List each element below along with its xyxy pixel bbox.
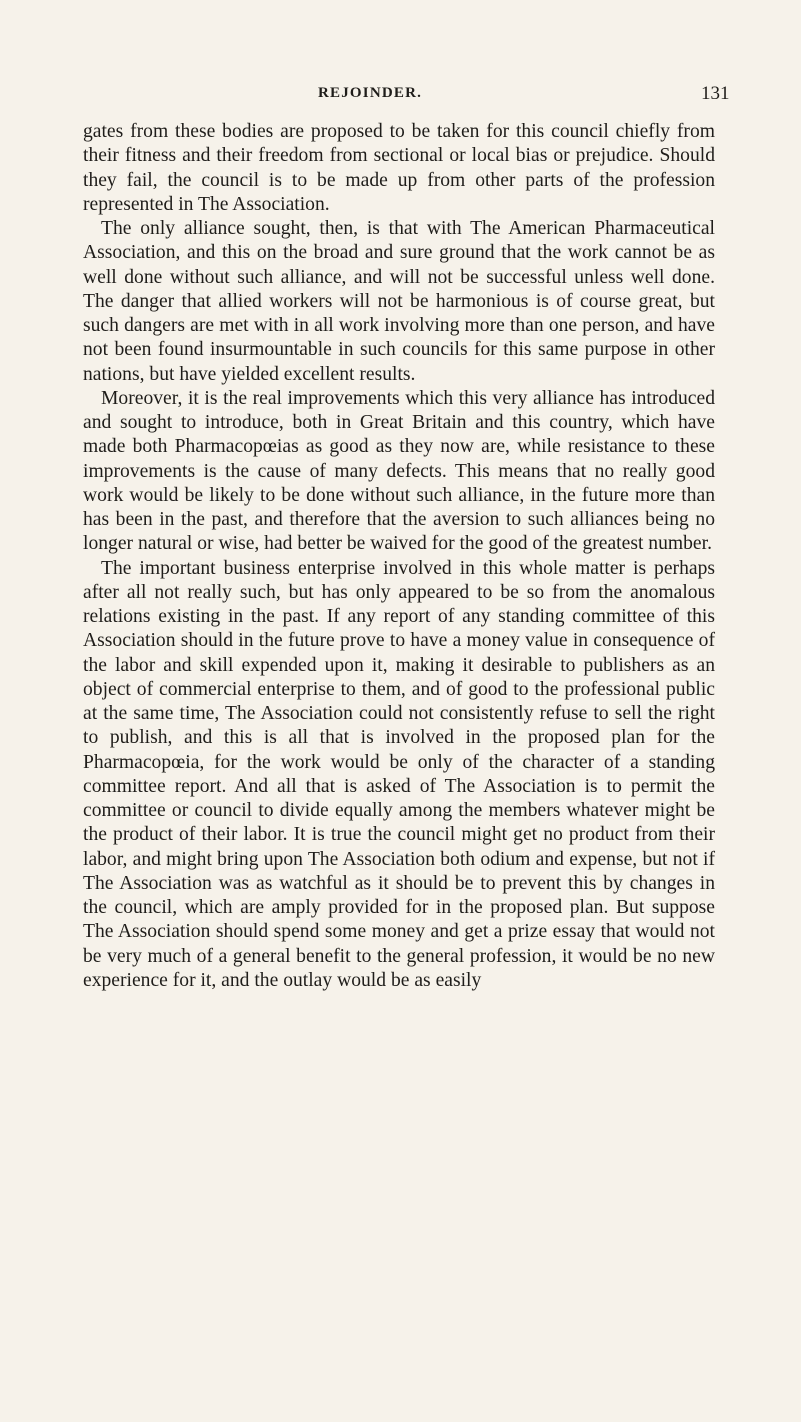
- paragraph-improvements: Moreover, it is the real improvements which this very alliance has introduced and sought to introduce, both in Great Britain and this country, which have made both Pharmacopœias as good as they now are, while resistance to these improvements is the cause of many defects. This means that no really good work would be likely to be done without such alliance, in the future more than has been in the past, and therefore that the aversion to such alliances being no longer natural or wise, had better be waived for the good of the greatest number.: [83, 387, 715, 555]
- body-text: [83, 120, 715, 993]
- paragraph-alliance: The only alliance sought, then, is that with The American Pharmaceutical Association, and this on the broad and sure ground that the work cannot be as well done without such alliance, and will not be successful unless well done. The danger that allied workers will not be harmonious is of course great, but such dangers are met with in all work involving more than one person, and have not been found insurmountable in such councils for this same purpose in other nations, but have yielded excellent results.: [83, 218, 715, 385]
- paragraph-business-enterprise: The important business enterprise involved in this whole matter is perhaps after all not really such, but has only appeared to be so from the anomalous relations existing in the past. If any report of any standing committee of this Association should in the future prove to have a money value in consequence of the labor and skill expended upon it, making it desirable to publishers as an object of commercial enterprise to them, and of good to the professional public at the same time, The Association could not consistently refuse to sell the right to publish, and this is all that is involved in the proposed plan for the Pharmacopœia, for the work would be only of the character of a standing committee report. And all that is asked of The Association is to permit the committee or council to divide equally among the members whatever might be the product of their labor. It is true the council might get no product from their labor, and might bring upon The Association both odium and expense, but not if The Association was as watchful as it should be to prevent this by changes in the council, which are amply provided for in the proposed plan. But suppose The Association should spend some money and get a prize essay that would not be very much of a general benefit to the general profession, it would be no new experience for it, and the outlay would be as easily: [83, 557, 715, 991]
- running-head: [0, 83, 801, 105]
- page-number: 131: [701, 83, 730, 104]
- running-title: REJOINDER.: [318, 85, 423, 101]
- paragraph-continued: gates from these bodies are proposed to be taken for this council chiefly from their fitness and their freedom from sectional or local bias or prejudice. Should they fail, the council is to be made up from other parts of the profession represented in The Association.: [83, 121, 715, 215]
